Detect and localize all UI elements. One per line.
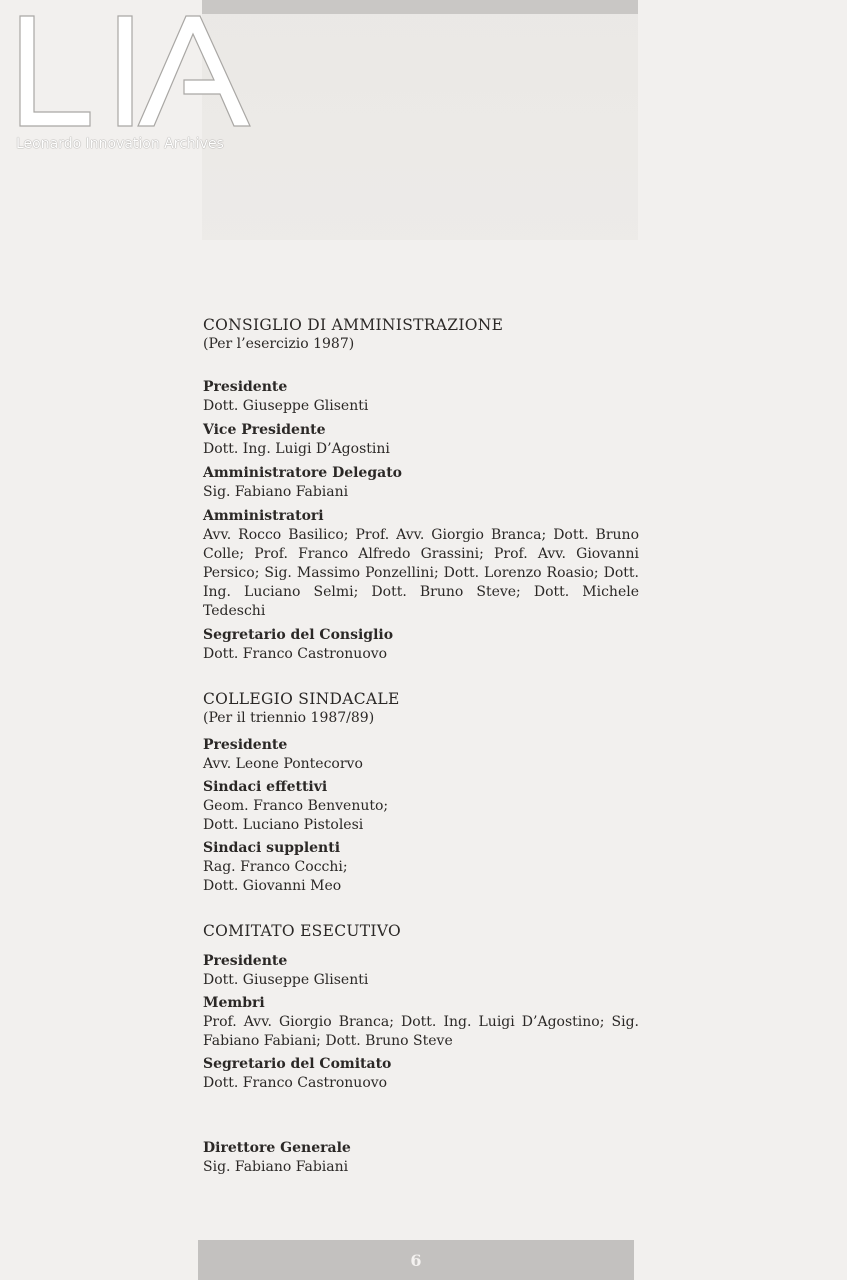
section-collegio [203,690,639,896]
bottom-gray-band [198,1240,634,1280]
role-presidente [203,952,639,990]
show-through-block [202,14,638,240]
role-label: Presidente [203,737,288,753]
role-label: Presidente [203,379,288,395]
role-presidente [203,378,639,416]
role-names-line: Dott. Luciano Pistolesi [203,817,364,833]
role-names: Sig. Fabiano Fabiani [203,484,349,500]
role-label: Amministratori [203,508,324,524]
role-names-line: Rag. Franco Cocchi; [203,859,348,875]
role-names: Avv. Leone Pontecorvo [203,756,363,772]
role-segretario-comitato [203,1055,639,1093]
section-title: CONSIGLIO DI AMMINISTRAZIONE [203,316,504,334]
lia-logo [14,12,254,157]
lia-logo-mark [14,12,254,130]
role-label: Segretario del Consiglio [203,627,394,643]
role-membri [203,994,639,1051]
logo-tagline: Leonardo Innovation Archives [16,136,224,152]
role-label: Segretario del Comitato [203,1056,392,1072]
section-consiglio [203,316,639,664]
role-label: Direttore Generale [203,1140,351,1156]
role-sindaci-effettivi [203,778,639,835]
section-title: COLLEGIO SINDACALE [203,690,400,708]
top-gray-band [202,0,638,14]
role-names: Dott. Giuseppe Glisenti [203,972,369,988]
role-names: Sig. Fabiano Fabiani [203,1159,349,1175]
role-names: Prof. Avv. Giorgio Branca; Dott. Ing. Luigi D’Agostino; Sig. Fabiano Fabiani; Dott. Bruno Steve [203,1014,639,1049]
role-label: Amministratore Delegato [203,465,403,481]
section-title: COMITATO ESECUTIVO [203,922,402,940]
role-sindaci-supplenti [203,839,639,896]
role-names: Dott. Franco Castronuovo [203,1075,388,1091]
role-label: Vice Presidente [203,422,326,438]
role-names: Dott. Giuseppe Glisenti [203,398,369,414]
section-subtitle: (Per il triennio 1987/89) [203,710,375,726]
role-label: Presidente [203,953,288,969]
role-label: Sindaci effettivi [203,779,328,795]
document-body [203,316,639,1177]
role-names: Avv. Rocco Basilico; Prof. Avv. Giorgio Branca; Dott. Bruno Colle; Prof. Franco Alfredo Grassini; Prof. Avv. Giovanni Persico; Sig. Massimo Ponzellini; Dott. Lorenzo Roasio; Dott. Ing. Luciano Selmi; Dott. Bruno Steve; Dott. Michele Tedeschi [203,527,639,619]
role-vice-presidente [203,421,639,459]
role-label: Sindaci supplenti [203,840,341,856]
page-number: 6 [410,1250,422,1270]
section-subtitle: (Per l’esercizio 1987) [203,336,355,352]
role-names-line: Geom. Franco Benvenuto; [203,798,389,814]
role-presidente [203,736,639,774]
role-label: Membri [203,995,265,1011]
section-comitato [203,922,639,1093]
section-direttore [203,1139,639,1177]
role-amministratore-delegato [203,464,639,502]
role-amministratori [203,507,639,621]
role-names-line: Dott. Giovanni Meo [203,878,342,894]
role-names: Dott. Franco Castronuovo [203,646,388,662]
role-names: Dott. Ing. Luigi D’Agostini [203,441,390,457]
role-segretario-consiglio [203,626,639,664]
